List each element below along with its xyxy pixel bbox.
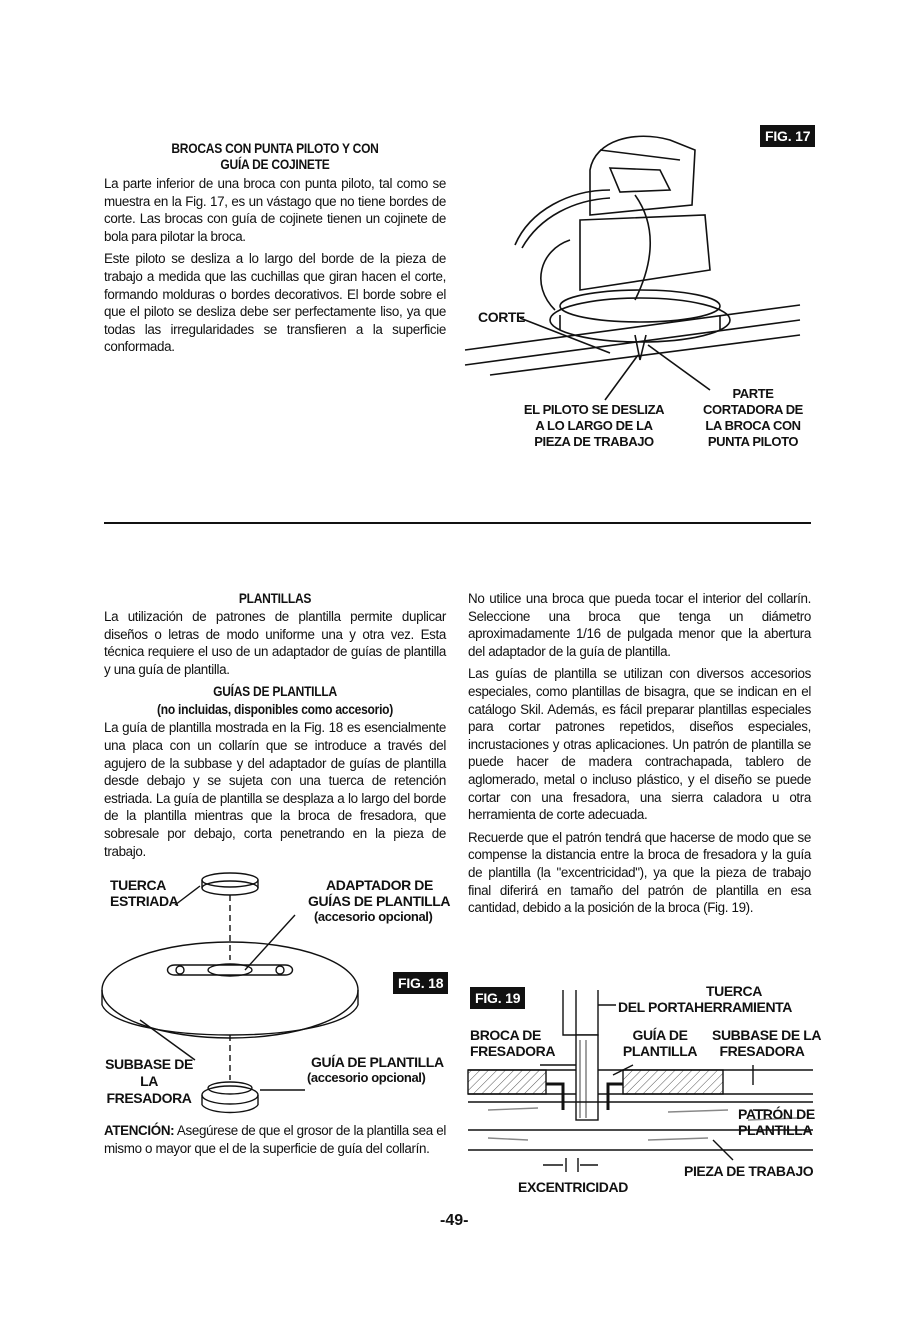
section-pilot-bits [104, 140, 446, 361]
paragraph: Recuerde que el patrón tendrá que hacerse de modo que se compense la distancia entre la broca de fresadora y la guía de plantilla (la "excentricidad"), ya que la pieza de trabajo final diferirá en tamaño del patrón de plantilla en esa cantidad, debido a la posición de la broca (Fig. 19). [468, 829, 811, 916]
figure-tag: FIG. 18 [393, 972, 448, 994]
subheading-template-guides: GUÍAS DE PLANTILLA [213, 683, 337, 700]
section-heading-pilot-bits: BROCAS CON PUNTA PILOTO Y CON GUÍA DE COJINETE [171, 140, 379, 172]
paragraph: No utilice una broca que pueda tocar el interior del collarín. Seleccione una broca que tenga un diámetro aproximadamente 1/16 de pulgada menor que la abertura del adaptador de la guía de plantilla. [468, 591, 811, 659]
page-number: -49- [440, 1212, 469, 1229]
section-heading-templates: PLANTILLAS [238, 590, 312, 606]
paragraph: Las guías de plantilla se utilizan con diversos accesorios especiales, como plantillas de bisagra, que se indican en el catálogo Skil. Además, es fácil preparar plantillas especiales para cortar patrones repetidos, diseños especiales, incrustaciones y otras aplicaciones. Un patrón de plantilla se puede hacer de madera contrachapada, tablero de aglomerado, metal o incluso plástico, y el diseño se puede cortar con una fresadora, una sierra caladora u otra herramienta de corte adecuada. [468, 666, 811, 823]
label-pilot-slides: EL PILOTO SE DESLIZA A LO LARGO DE LA PIEZA DE TRABAJO [523, 402, 665, 449]
label-router-bit: BROCA DE FRESADORA [470, 1027, 556, 1059]
subheading-note: (no incluidas, disponibles como accesorio) [156, 701, 394, 718]
section-templates-continued [468, 590, 811, 922]
label-template-guide: GUÍA DE PLANTILLA [622, 1027, 698, 1059]
label-router-subbase: SUBBASE DE LA FRESADORA [712, 1027, 822, 1059]
label-subbase: SUBBASE DE LA FRESADORA [105, 1056, 193, 1106]
caution-label: ATENCIÓN: [104, 1123, 175, 1138]
label-offset: EXCENTRICIDAD [518, 1179, 628, 1195]
label-cut: CORTE [478, 309, 526, 325]
paragraph: La parte inferior de una broca con punta piloto, tal como se muestra en la Fig. 17, es un vástago que no tiene bordes de corte. Las brocas con guía de cojinete tienen un cojinete de bola para pilotar la broca. [104, 176, 446, 244]
paragraph: Este piloto se desliza a lo largo del borde de la pieza de trabajo a medida que las cuchillas que giran hacen el corte, formando molduras o bordes decorativos. El borde sobre el que el piloto se desliza debe ser perfectamente liso, ya que todas las irregularidades se transfieren a la superficie conformada. [104, 251, 446, 355]
section-templates [104, 590, 446, 865]
caution-note [104, 1122, 446, 1162]
figure-tag: FIG. 17 [760, 125, 815, 147]
router-illustration [460, 120, 820, 400]
paragraph: La guía de plantilla mostrada en la Fig. 18 es esencialmente una placa con un collarín que se introduce a través del agujero de la subbase y del adaptador de guías de plantilla desde debajo y se sujeta con una tuerca de retención estriada. La guía de plantilla se desplaza a lo largo del borde de la plantilla mientras que la broca de fresadora, que sobresale por debajo, corta penetrando en la pieza de trabajo. [104, 720, 446, 859]
label-cutting-part: PARTE CORTADORA DE LA BROCA CON PUNTA PILOTO [703, 386, 803, 449]
label-template-guide: GUÍA DE PLANTILLA (accesorio opcional) [307, 1054, 444, 1085]
label-workpiece: PIEZA DE TRABAJO [684, 1163, 814, 1179]
label-holder-nut: TUERCA DEL PORTAHERRAMIENTA [618, 983, 793, 1015]
paragraph: La utilización de patrones de plantilla permite duplicar diseños o letras de modo uniforme una y otra vez. Esta técnica requiere el uso de un adaptador de guías de plantilla y una guía de plantilla. [104, 609, 446, 677]
label-template-pattern: PATRÓN DE PLANTILLA [738, 1106, 815, 1138]
label-nut: TUERCA ESTRIADA [110, 877, 179, 909]
section-divider [104, 522, 811, 524]
caution-text: Asegúrese de que el grosor de la plantilla sea el mismo o mayor que el de la superficie de guía del collarín. [104, 1123, 446, 1156]
label-adapter: ADAPTADOR DE GUÍAS DE PLANTILLA (accesorio opcional) [308, 877, 451, 924]
figure-tag: FIG. 19 [470, 987, 525, 1009]
